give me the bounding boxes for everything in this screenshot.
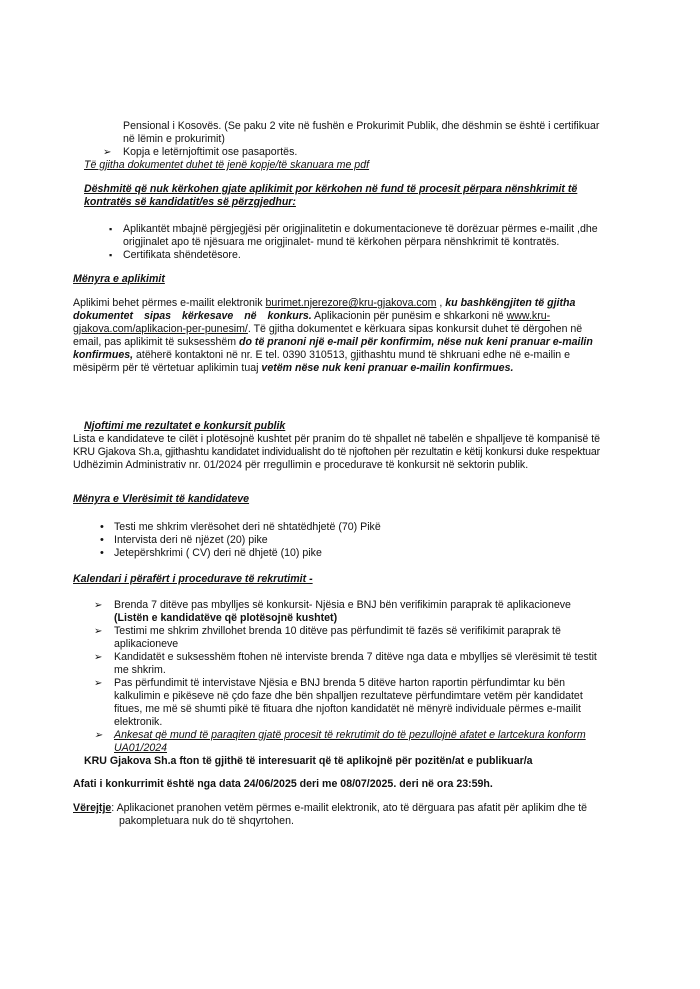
note-text: : Aplikacionet pranohen vetëm përmes e-mailit elektronik, ato të dërguara pas afatit për aplikim dhe të bbox=[111, 802, 588, 814]
evaluation-item-test: • Testi me shkrim vlerësohet deri në shtatëdhjetë (70) Pikë bbox=[114, 521, 381, 534]
apply-line-4 bbox=[73, 336, 593, 349]
apply-text-1: Aplikimi behet përmes e-mailit elektronik bbox=[73, 297, 266, 309]
calendar-item-4-line-2: kalkulimin e pikëseve në çdo faze dhe bën shpalljen rezultateve përfundimtare vetëm për kandidatet bbox=[114, 690, 583, 702]
evidence-item-1-line-2: origjinalet apo të njësuara me origjinalet- mund të kërkohen përpara nënshkrimit të kontratës. bbox=[123, 236, 560, 248]
deadline-text: Afati i konkurrimit është nga data 24/06/2025 deri me 08/07/2025. deri në ora 23:59h. bbox=[73, 778, 493, 790]
apply-line-6 bbox=[73, 362, 513, 375]
evidence-item-2: ▪ Certifikata shëndetësore. bbox=[123, 249, 241, 262]
apply-attach-text: ku bashkëngjiten të gjitha bbox=[445, 297, 576, 309]
calendar-item-5-line-1: ➢ Ankesat që mund të paraqiten gjatë procesit të rekrutimit do të pezullojnë afatet e lartcekura konform bbox=[114, 729, 586, 742]
calendar-item-3-line-2: me shkrim. bbox=[114, 664, 166, 676]
apply-confirm-word: konfirmues, bbox=[73, 349, 134, 361]
apply-line-3 bbox=[73, 323, 582, 336]
apply-comma: , bbox=[436, 297, 446, 309]
apply-contact-text: atëherë kontaktoni në nr. E tel. 0390 310513, gjithashtu mund të shkruani edhe në e-mailin e bbox=[133, 349, 571, 361]
list-item-id-copy: ➢ Kopja e letërnjoftimit ose pasaportës. bbox=[123, 146, 297, 159]
calendar-item-2-line-1: ➢ Testimi me shkrim zhvillohet brenda 10 ditëve pas përfundimit të fazës së verifikimit paraprak të bbox=[114, 625, 561, 638]
calendar-item-5-line-2: UA01/2024 bbox=[114, 742, 168, 754]
evidence-heading-line-2: kontratës së kandidatit/es së përzgjedhur: bbox=[84, 196, 296, 208]
apply-only-if-text: vetëm nëse nuk keni pranuar e-mailin konfirmues. bbox=[261, 362, 514, 374]
notice-line-3: Udhëzimin Administrativ nr. 01/2024 për rregullimin e procedurave të konkursit në sektorin publik. bbox=[73, 459, 529, 471]
evidence-item-1-line-1: ▪ Aplikantët mbajnë përgjegjësi për origjinalitetin e dokumentacioneve të dorëzuar përmes e-mailit ,dhe bbox=[123, 223, 598, 236]
apply-confirm-text: do të pranoni një e-mail për konfirmim, nëse nuk keni pranuar e-mailin bbox=[239, 336, 593, 348]
calendar-item-4-line-1: ➢ Pas përfundimit të intervistave Njësia e BNJ brenda 5 ditëve harton raportin përfundimtar ku bën bbox=[114, 677, 565, 690]
apply-download-text: Aplikacionin për punësim e shkarkoni në bbox=[311, 310, 507, 322]
calendar-item-2-line-2: aplikacioneve bbox=[114, 638, 179, 650]
apply-line-1 bbox=[73, 297, 625, 310]
apply-line-5 bbox=[73, 349, 570, 362]
note-label: Vërejtje bbox=[73, 802, 112, 814]
calendar-heading: Kalendari i përafërt i procedurave të rekrutimit - bbox=[73, 573, 313, 585]
note-line-2: pakompletuara nuk do të shqyrtohen. bbox=[119, 815, 294, 827]
apply-docs-text: dokumentet sipas kërkesave në konkurs. bbox=[73, 310, 312, 322]
note-line-1 bbox=[73, 802, 587, 815]
apply-line-2 bbox=[73, 310, 550, 323]
notice-heading: Njoftimi me rezultatet e konkursit publik bbox=[84, 420, 286, 432]
calendar-item-4-line-3: fitues, me më së shumti pikë të fituara dhe njofton kandidatët në mënyrë individuale përmes e-mailit bbox=[114, 703, 581, 715]
pension-line-1: Pensional i Kosovës. (Se paku 2 vite në fushën e Prokurimit Publik, dhe dëshmin se është i certifikuar bbox=[123, 120, 600, 132]
email-link[interactable]: burimet.njerezore@kru-gjakova.com bbox=[265, 297, 437, 309]
calendar-item-3-line-1: ➢ Kandidatët e suksesshëm ftohen në interviste brenda 7 ditëve nga data e mbylljes së vlerësimit të testit bbox=[114, 651, 597, 664]
notice-line-2: KRU Gjakova Sh.a, gjithashtu kandidatet individualisht do të njoftohen për rezultatin e këtij konkursi duke respektuar bbox=[73, 446, 601, 458]
apply-docs-send-text: . Të gjitha dokumentet e kërkuara sipas konkursit duhet të dërgohen në bbox=[247, 323, 583, 335]
evaluation-heading: Mënyra e Vlerësimit të kandidateve bbox=[73, 493, 250, 505]
apply-verify-text: mësipërm për të vërtetuar aplikimin tuaj bbox=[73, 362, 262, 374]
notice-line-1: Lista e kandidateve te cilët i plotësojnë kushtet për pranim do të shpallet në tabelën e shpalljeve të kompanisë të bbox=[73, 433, 601, 445]
invite-text: KRU Gjakova Sh.a fton të gjithë të interesuarit që të aplikojnë për pozitën/at e publikuar/a bbox=[84, 755, 533, 767]
apply-heading: Mënyra e aplikimit bbox=[73, 273, 165, 285]
application-link-part-1[interactable]: www.kru- bbox=[506, 310, 551, 322]
copies-note: Të gjitha dokumentet duhet të jenë kopje/të skanuara me pdf bbox=[84, 159, 370, 171]
evaluation-item-cv: • Jetepërshkrimi ( CV) deri në dhjetë (10) pike bbox=[114, 547, 322, 560]
pension-line-2: në lëmin e prokurimit) bbox=[123, 133, 225, 145]
evidence-heading-line-1: Dëshmitë që nuk kërkohen gjate aplikimit por kërkohen në fund të procesit përpara nënshkrimit të bbox=[84, 183, 578, 195]
evaluation-item-interview: • Intervista deri në njëzet (20) pike bbox=[114, 534, 268, 547]
apply-after-text: email, pas aplikimit të suksesshëm bbox=[73, 336, 240, 348]
calendar-item-4-line-4: elektronik. bbox=[114, 716, 163, 728]
calendar-item-1-line-2: (Listën e kandidatëve që plotësojnë kushtet) bbox=[114, 612, 338, 624]
application-link-part-2[interactable]: gjakova.com/aplikacion-per-punesim/ bbox=[73, 323, 248, 335]
calendar-item-1-line-1: ➢ Brenda 7 ditëve pas mbylljes së konkursit- Njësia e BNJ bën verifikimin paraprak të aplikacioneve bbox=[114, 599, 571, 612]
